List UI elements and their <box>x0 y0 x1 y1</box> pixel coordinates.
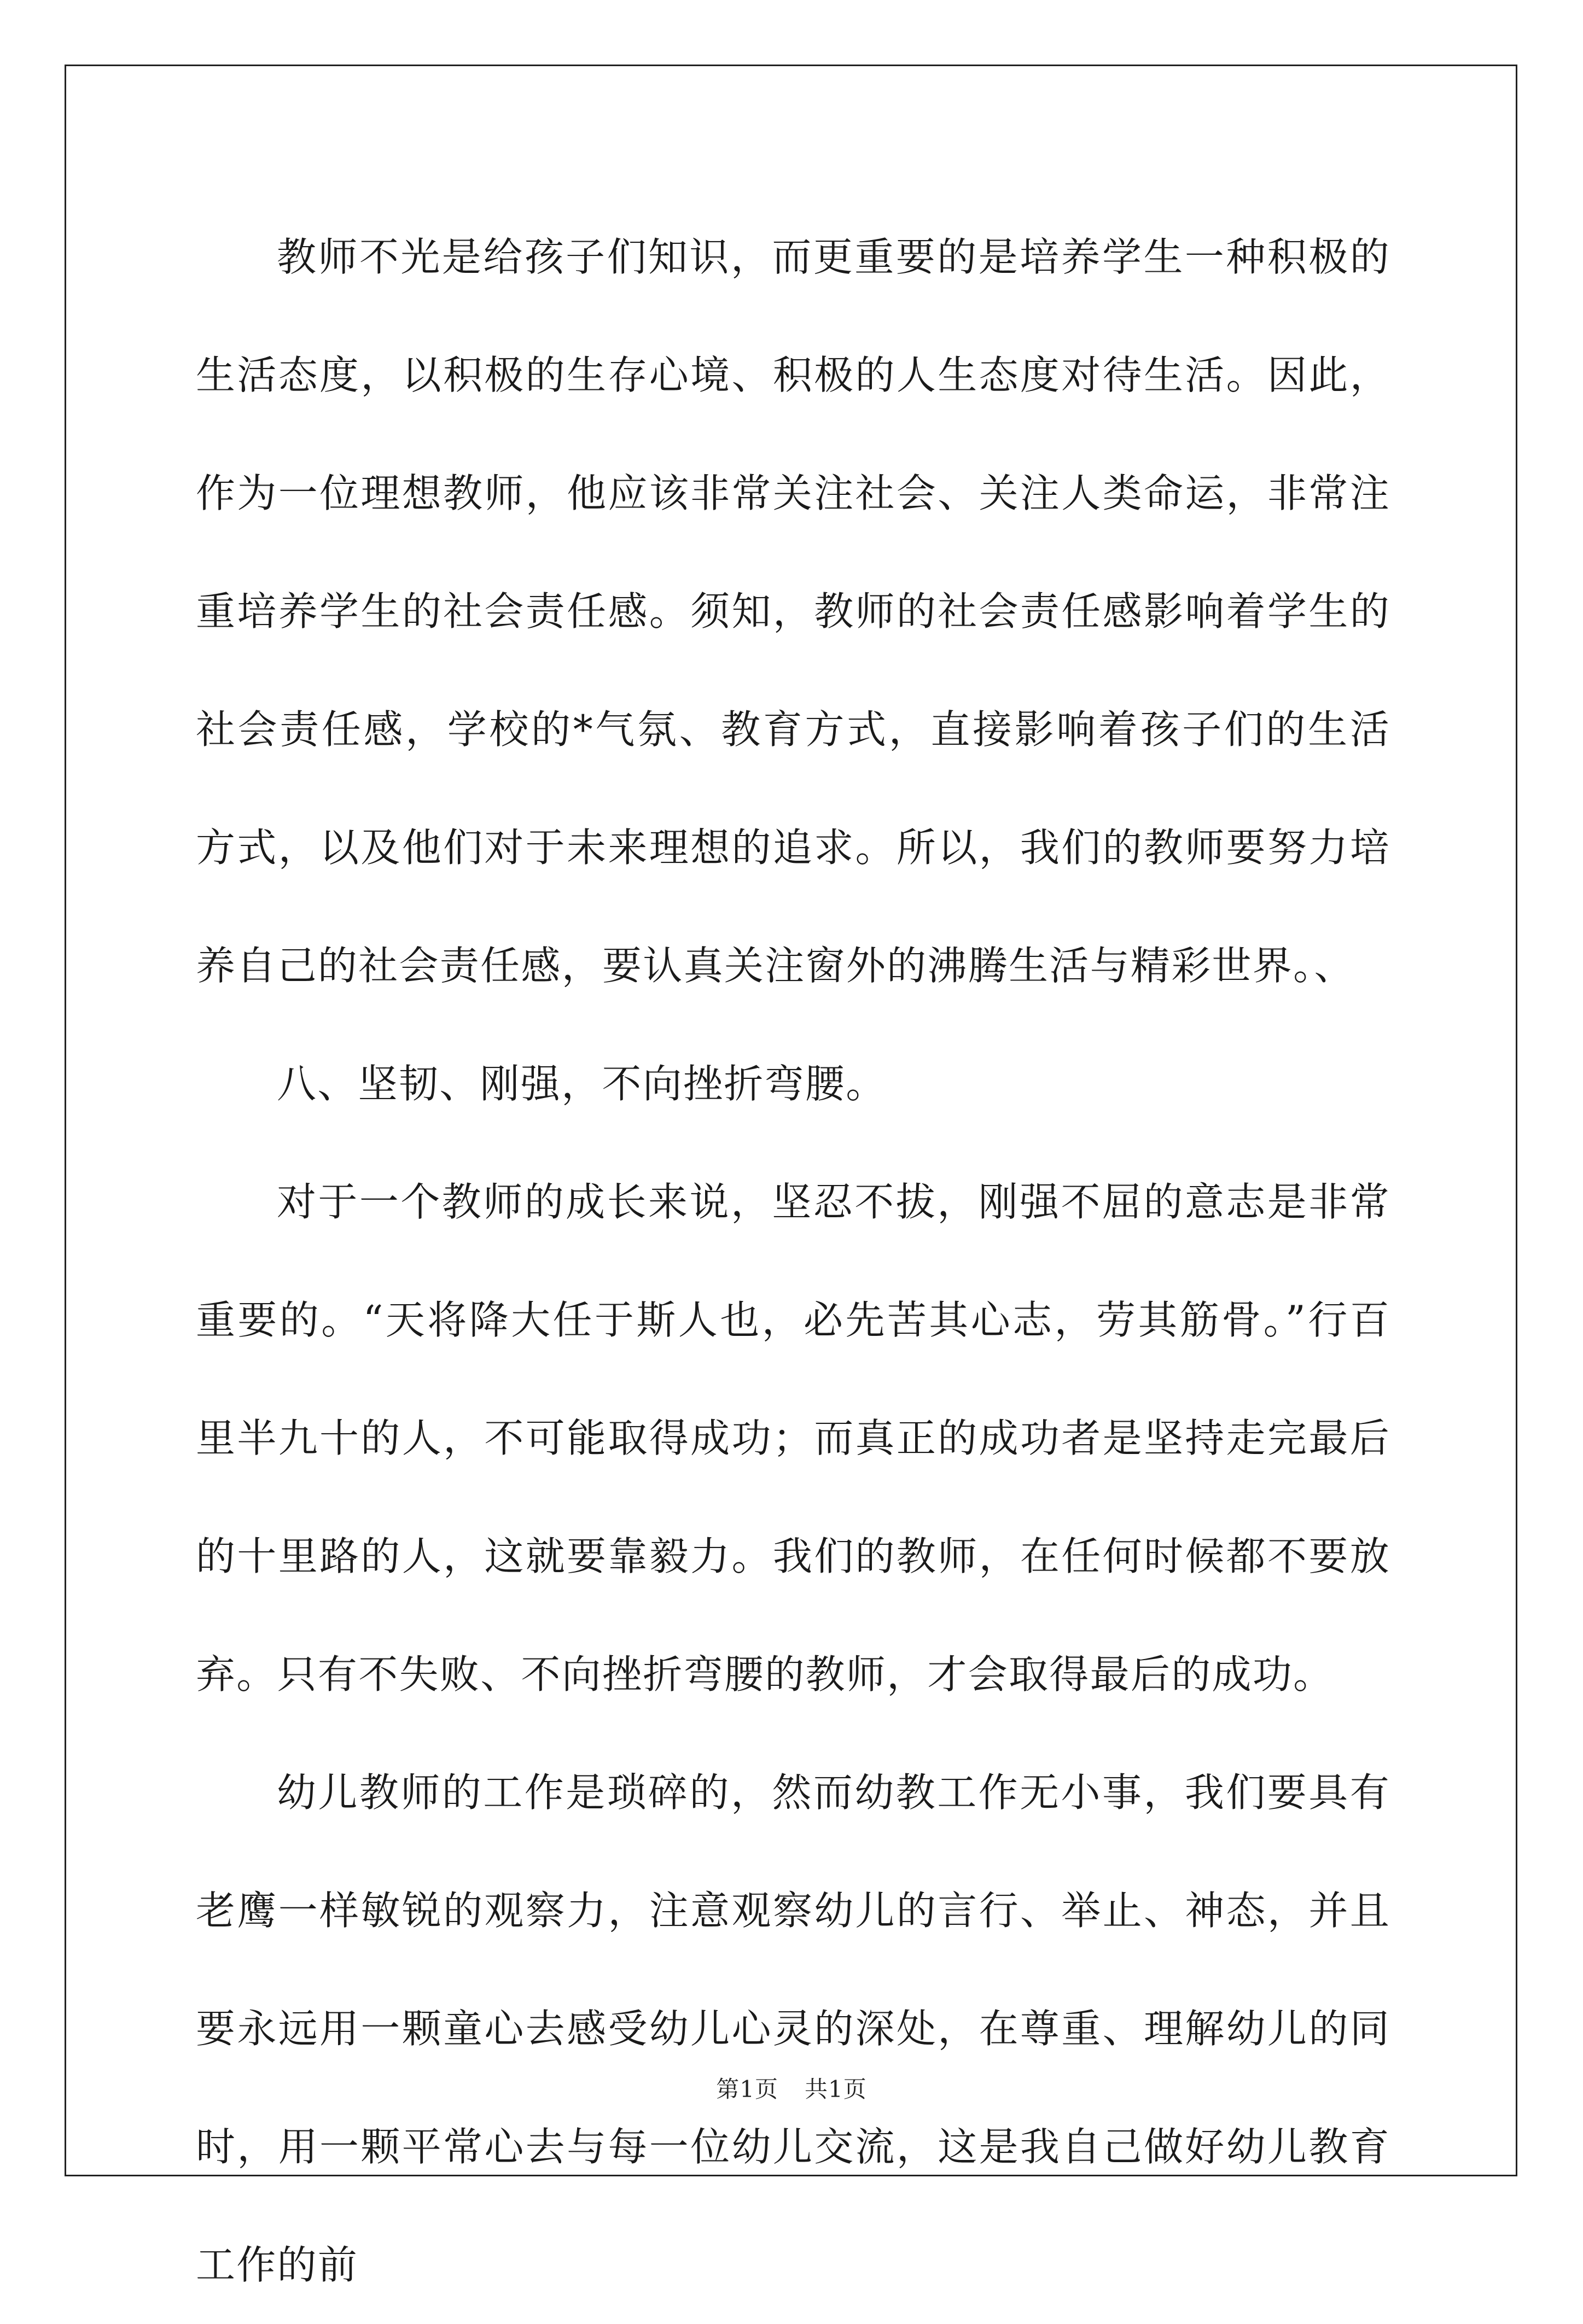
page-total: 共1页 <box>805 2076 867 2103</box>
page-footer <box>0 2071 1583 2104</box>
page-number: 第1页 <box>716 2076 778 2103</box>
paragraph-perseverance: 对于一个教师的成长来说，坚忍不拔，刚强不屈的意志是非常重要的。“天将降大任于斯人也，必先苦其心志，劳其筋骨。”行百里半九十的人，不可能取得成功；而真正的成功者是坚持走完最后的十里路的人，这就要靠毅力。我们的教师，在任何时候都不要放弃。只有不失败、不向挫折弯腰的教师，才会取得最后的成功。 <box>196 1179 1390 1697</box>
document-body <box>196 198 1390 2324</box>
paragraph-kindergarten-teacher: 幼儿教师的工作是琐碎的，然而幼教工作无小事，我们要具有老鹰一样敏锐的观察力，注意观察幼儿的言行、举止、神态，并且要永远用一颗童心去感受幼儿心灵的深处，在尊重、理解幼儿的同时，用一颗平常心去与每一位幼儿交流，这是我自己做好幼儿教育工作的前 <box>196 1770 1390 2288</box>
section-heading-perseverance: 八、坚韧、刚强，不向挫折弯腰。 <box>277 1061 887 1107</box>
paragraph-social-responsibility: 教师不光是给孩子们知识，而更重要的是培养学生一种积极的生活态度，以积极的生存心境、积极的人生态度对待生活。因此，作为一位理想教师，他应该非常关注社会、关注人类命运，非常注重培养学生的社会责任感。须知，教师的社会责任感影响着学生的社会责任感，学校的*气氛、教育方式，直接影响着孩子们的生活方式，以及他们对于未来理想的追求。所以，我们的教师要努力培养自己的社会责任感，要认真关注窗外的沸腾生活与精彩世界。、 <box>196 234 1390 989</box>
